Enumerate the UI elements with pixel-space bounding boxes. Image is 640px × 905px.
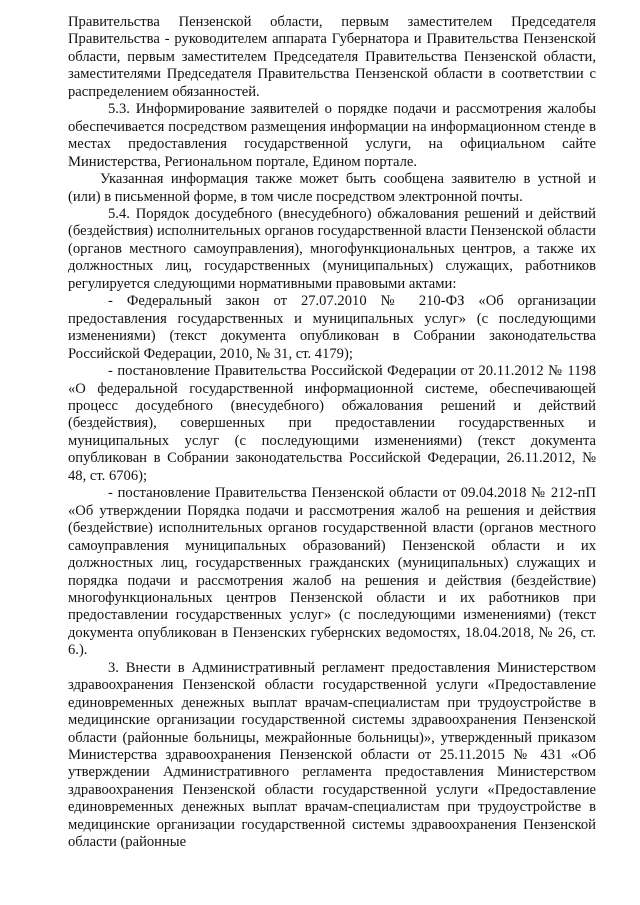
paragraph-decree-212: - постановление Правительства Пензенской области от 09.04.2018 № 212-пП «Об утверждении Порядка подачи и рассмотрения жалоб на решения и действия (бездействие) исполнительных органов государственной власти (органов местного самоуправления муниципальных образований) Пензенской области и их должностных лиц, государственных гражданских (муниципальных) служащих и порядка подачи и рассмотрения жалоб на решения и действия (бездействие) многофункциональных центров Пензенской области и их работников при предоставлении государственных услуг» (с последующими изменениями) (текст документа опубликован в Пензенских губернских ведомостях, 18.04.2018, № 26, ст. 6.). [68, 485, 596, 659]
paragraph-3: 3. Внести в Административный регламент предоставления Министерством здравоохранения Пензенской области государственной услуги «Предоставление единовременных денежных выплат врачам-специалистам при трудоустройстве в медицинские организации государственной системы здравоохранения Пензенской области (районные больницы, межрайонные больницы)», утвержденный приказом Министерства здравоохранения Пензенской области от 25.11.2015 № 431 «Об утверждении Административного регламента предоставления Министерством здравоохранения Пензенской области государственной услуги «Предоставление единовременных денежных выплат врачам-специалистам при трудоустройстве в медицинские организации государственной системы здравоохранения Пензенской области (районные [68, 659, 596, 851]
paragraph-5-3: 5.3. Информирование заявителей о порядке подачи и рассмотрения жалобы обеспечивается посредством размещения информации на информационном стенде в местах предоставления государственной услуги, на официальном сайте Министерства, Региональном портале, Едином портале. [68, 101, 596, 170]
paragraph-continuation: Правительства Пензенской области, первым заместителем Председателя Правительства - руководителем аппарата Губернатора и Правительства Пензенской области, первым заместителем Председателя Правительства Пензенской области, заместителями Председателя Правительства Пензенской области в соответствии с распределением обязанностей. [68, 14, 596, 100]
paragraph-decree-1198: - постановление Правительства Российской Федерации от 20.11.2012 № 1198 «О федеральной государственной информационной системе, обеспечивающей процесс досудебного (внесудебного) обжалования решений и действий (бездействия), совершенных при предоставлении государственных и муниципальных услуг (с последующими изменениями) (текст документа опубликован в Собрании законодательства Российской Федерации, 26.11.2012, № 48, ст. 6706); [68, 363, 596, 484]
paragraph-5-4: 5.4. Порядок досудебного (внесудебного) обжалования решений и действий (бездействия) исполнительных органов государственной власти Пензенской области (органов местного самоуправления), многофункциональных центров, а также их должностных лиц, государственных (муниципальных) служащих, работников регулируется следующими нормативными правовыми актами: [68, 205, 596, 292]
document-page [68, 14, 596, 852]
paragraph-law-210: - Федеральный закон от 27.07.2010 № 210-ФЗ «Об организации предоставления государственных и муниципальных услуг» (с последующими изменениями) (текст документа опубликован в Собрании законодательства Российской Федерации, 2010, № 31, ст. 4179); [68, 293, 596, 362]
paragraph-info: Указанная информация также может быть сообщена заявителю в устной и (или) в письменной форме, в том числе посредством электронной почты. [68, 171, 596, 205]
